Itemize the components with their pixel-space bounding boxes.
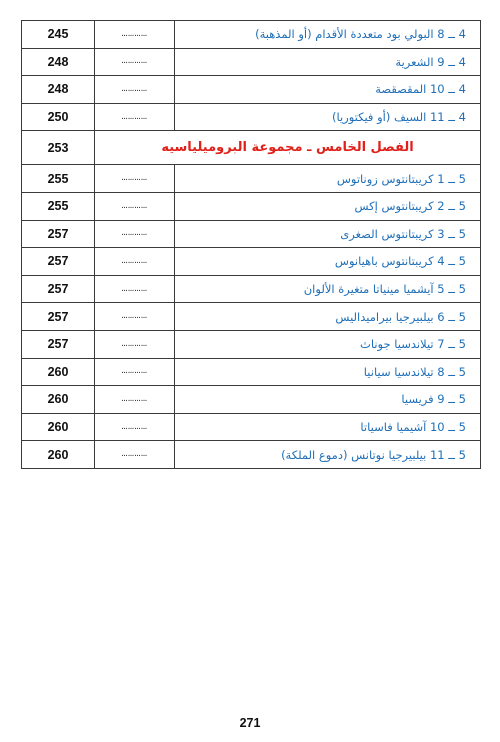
chapter-page-number: 253 bbox=[22, 131, 95, 165]
leader-dots: ………… bbox=[95, 303, 175, 331]
toc-row bbox=[22, 76, 481, 104]
page-number: 245 bbox=[22, 21, 95, 49]
toc-row bbox=[22, 103, 481, 131]
page-number: 260 bbox=[22, 413, 95, 441]
leader-dots: ………… bbox=[95, 248, 175, 276]
leader-dots: ………… bbox=[95, 275, 175, 303]
page-number: 250 bbox=[22, 103, 95, 131]
toc-row bbox=[22, 330, 481, 358]
leader-dots: ………… bbox=[95, 330, 175, 358]
leader-dots: ………… bbox=[95, 358, 175, 386]
entry-title: 4 ــ 8 البولي بود متعددة الأقدام (أو المذهبة) bbox=[175, 21, 481, 49]
entry-title: 5 ــ 5 آيشميا مينياتا متغيرة الألوان bbox=[175, 275, 481, 303]
leader-dots: ………… bbox=[95, 220, 175, 248]
toc-row bbox=[22, 248, 481, 276]
table-of-contents bbox=[21, 20, 481, 469]
page-footer-number: 271 bbox=[239, 716, 261, 730]
entry-title: 5 ــ 10 آشيميا فاسياتا bbox=[175, 413, 481, 441]
leader-dots: ………… bbox=[95, 192, 175, 220]
page-number: 257 bbox=[22, 220, 95, 248]
toc-row bbox=[22, 386, 481, 414]
page-number: 260 bbox=[22, 441, 95, 469]
entry-title: 4 ــ 11 السيف (أو فيكتوريا) bbox=[175, 103, 481, 131]
toc-row bbox=[22, 413, 481, 441]
entry-title: 4 ــ 10 المقصقصة bbox=[175, 76, 481, 104]
toc-row bbox=[22, 220, 481, 248]
toc-row bbox=[22, 358, 481, 386]
entry-title: 5 ــ 1 كريبتانتوس زوناتوس bbox=[175, 165, 481, 193]
leader-dots: ………… bbox=[95, 165, 175, 193]
chapter-row bbox=[22, 131, 481, 165]
leader-dots: ………… bbox=[95, 76, 175, 104]
toc-row bbox=[22, 48, 481, 76]
entry-title: 5 ــ 9 فريسيا bbox=[175, 386, 481, 414]
page-number: 260 bbox=[22, 358, 95, 386]
leader-dots: ………… bbox=[95, 21, 175, 49]
page-number: 255 bbox=[22, 192, 95, 220]
leader-dots: ………… bbox=[95, 48, 175, 76]
entry-title: 5 ــ 8 تيلاندسيا سيانيا bbox=[175, 358, 481, 386]
page-number: 260 bbox=[22, 386, 95, 414]
toc-row bbox=[22, 303, 481, 331]
toc-row bbox=[22, 441, 481, 469]
entry-title: 4 ــ 9 الشعرية bbox=[175, 48, 481, 76]
page-number: 257 bbox=[22, 248, 95, 276]
toc-row bbox=[22, 165, 481, 193]
entry-title: 5 ــ 7 تيلاندسيا جوناث bbox=[175, 330, 481, 358]
page-number: 257 bbox=[22, 275, 95, 303]
entry-title: 5 ــ 4 كريبتانتوس باهيانوس bbox=[175, 248, 481, 276]
chapter-title: الفصل الخامس ـ مجموعة البروميلياسيه bbox=[95, 131, 481, 165]
leader-dots: ………… bbox=[95, 386, 175, 414]
leader-dots: ………… bbox=[95, 413, 175, 441]
leader-dots: ………… bbox=[95, 103, 175, 131]
toc-row bbox=[22, 275, 481, 303]
entry-title: 5 ــ 3 كريبتانتوس الصغرى bbox=[175, 220, 481, 248]
entry-title: 5 ــ 2 كريبتانتوس إكس bbox=[175, 192, 481, 220]
entry-title: 5 ــ 11 بيلبيرجيا نوتانس (دموع الملكة) bbox=[175, 441, 481, 469]
page-number: 248 bbox=[22, 76, 95, 104]
toc-row bbox=[22, 192, 481, 220]
page-number: 248 bbox=[22, 48, 95, 76]
entry-title: 5 ــ 6 بيلبيرجيا بيراميداليس bbox=[175, 303, 481, 331]
leader-dots: ………… bbox=[95, 441, 175, 469]
toc-row bbox=[22, 21, 481, 49]
page-number: 255 bbox=[22, 165, 95, 193]
page-number: 257 bbox=[22, 303, 95, 331]
page-number: 257 bbox=[22, 330, 95, 358]
